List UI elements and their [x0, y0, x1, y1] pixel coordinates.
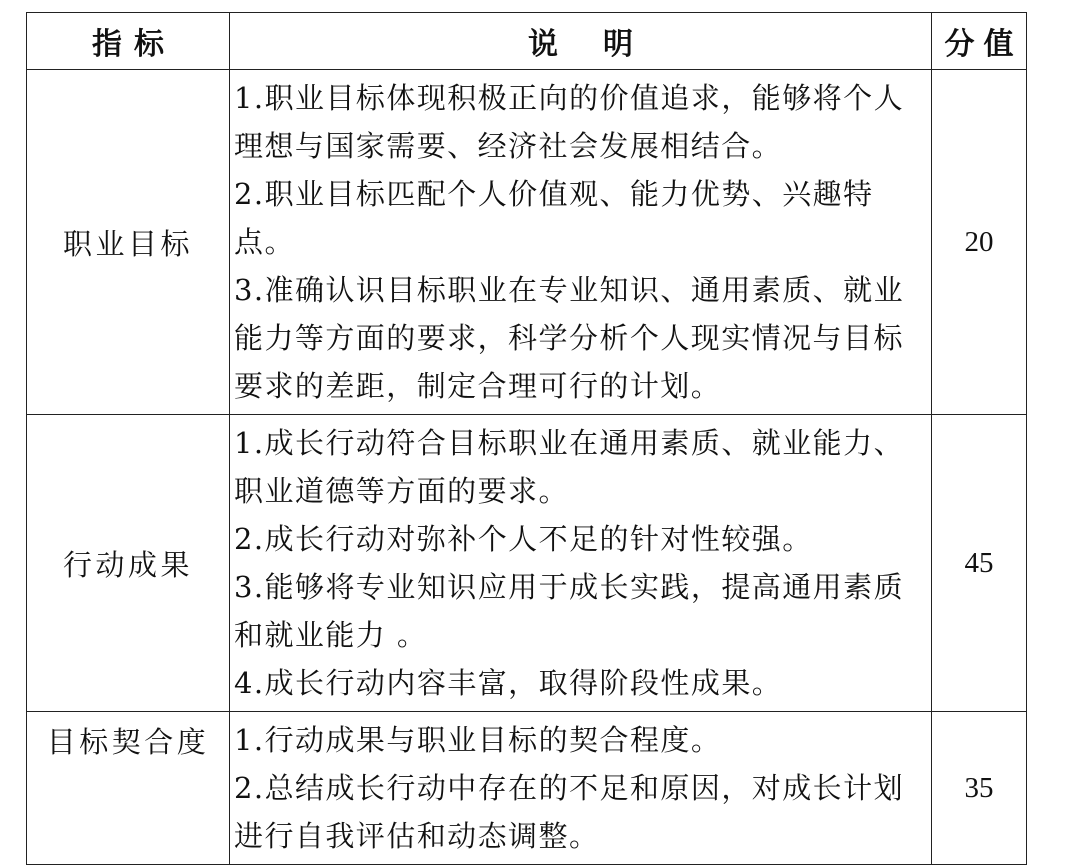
description-item: 2.总结成长行动中存在的不足和原因，对成长计划进行自我评估和动态调整。: [234, 771, 905, 853]
description-item: 2.职业目标匹配个人价值观、能力优势、兴趣特点。: [234, 177, 874, 259]
description-item: 1.职业目标体现积极正向的价值追求，能够将个人理想与国家需要、经济社会发展相结合。: [234, 81, 905, 163]
description-item: 4.成长行动内容丰富，取得阶段性成果。: [234, 666, 783, 700]
description-cell: [230, 415, 932, 712]
score-cell: 35: [932, 712, 1027, 865]
header-score: 分值: [932, 13, 1027, 70]
indicator-cell: 行动成果: [27, 415, 230, 712]
description-cell: [230, 70, 932, 415]
description-cell: [230, 712, 932, 865]
description-item: 3.准确认识目标职业在专业知识、通用素质、就业能力等方面的要求，科学分析个人现实情况与目标要求的差距，制定合理可行的计划。: [234, 273, 905, 403]
description-item: 3.能够将专业知识应用于成长实践，提高通用素质和就业能力 。: [234, 570, 905, 652]
description-item: 1.成长行动符合目标职业在通用素质、就业能力、职业道德等方面的要求。: [234, 426, 905, 508]
indicator-cell: 目标契合度: [27, 712, 230, 865]
table-row-career-goal: [27, 70, 1027, 415]
header-indicator: 指标: [27, 13, 230, 70]
score-cell: 45: [932, 415, 1027, 712]
scoring-criteria-table: [26, 12, 1027, 865]
table-row-action-results: [27, 415, 1027, 712]
score-cell: 20: [932, 70, 1027, 415]
table-row-goal-fit: [27, 712, 1027, 865]
indicator-cell: 职业目标: [27, 70, 230, 415]
description-item: 2.成长行动对弥补个人不足的针对性较强。: [234, 522, 813, 556]
header-row: [27, 13, 1027, 70]
description-item: 1.行动成果与职业目标的契合程度。: [234, 723, 722, 757]
header-description: 说明: [230, 13, 932, 70]
